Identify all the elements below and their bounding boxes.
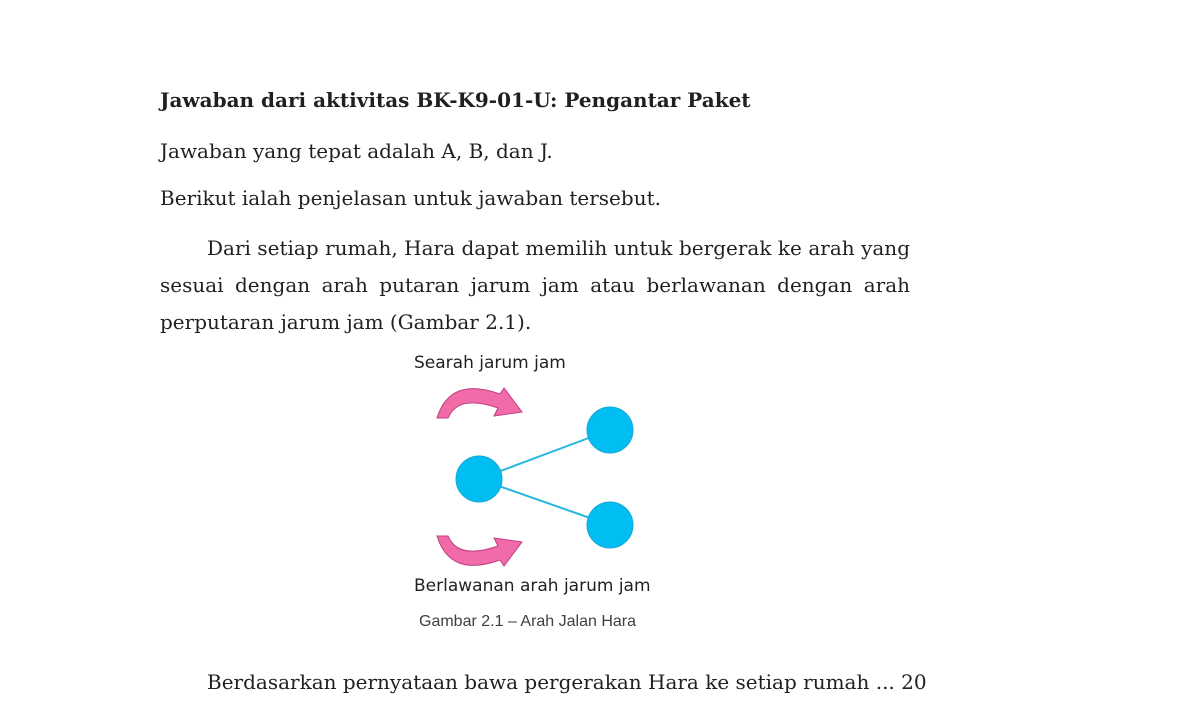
figure-2-1 — [400, 348, 680, 638]
explanation-paragraph: Dari setiap rumah, Hara dapat memilih untuk bergerak ke arah yang sesuai dengan arah putaran jarum jam atau berlawanan dengan arah perputaran jarum jam (Gambar 2.1). — [160, 236, 910, 334]
explanation-intro: Berikut ialah penjelasan untuk jawaban tersebut. — [160, 186, 661, 210]
section-heading: Jawaban dari aktivitas BK-K9-01-U: Pengantar Paket — [160, 88, 751, 112]
answer-line: Jawaban yang tepat adalah A, B, dan J. — [160, 139, 553, 163]
bottom-node — [587, 502, 633, 548]
partial-next-paragraph: Berdasarkan pernyataan bawa pergerakan Hara ke setiap rumah ... 20 — [207, 670, 927, 694]
counterclockwise-arrow-icon — [437, 536, 522, 566]
figure-caption: Gambar 2.1 – Arah Jalan Hara — [419, 613, 637, 630]
clockwise-arrow-icon — [437, 388, 522, 418]
label-counterclockwise: Berlawanan arah jarum jam — [414, 576, 651, 596]
center-node — [456, 456, 502, 502]
top-node — [587, 407, 633, 453]
label-clockwise: Searah jarum jam — [414, 353, 566, 373]
graph-diagram — [400, 378, 680, 608]
